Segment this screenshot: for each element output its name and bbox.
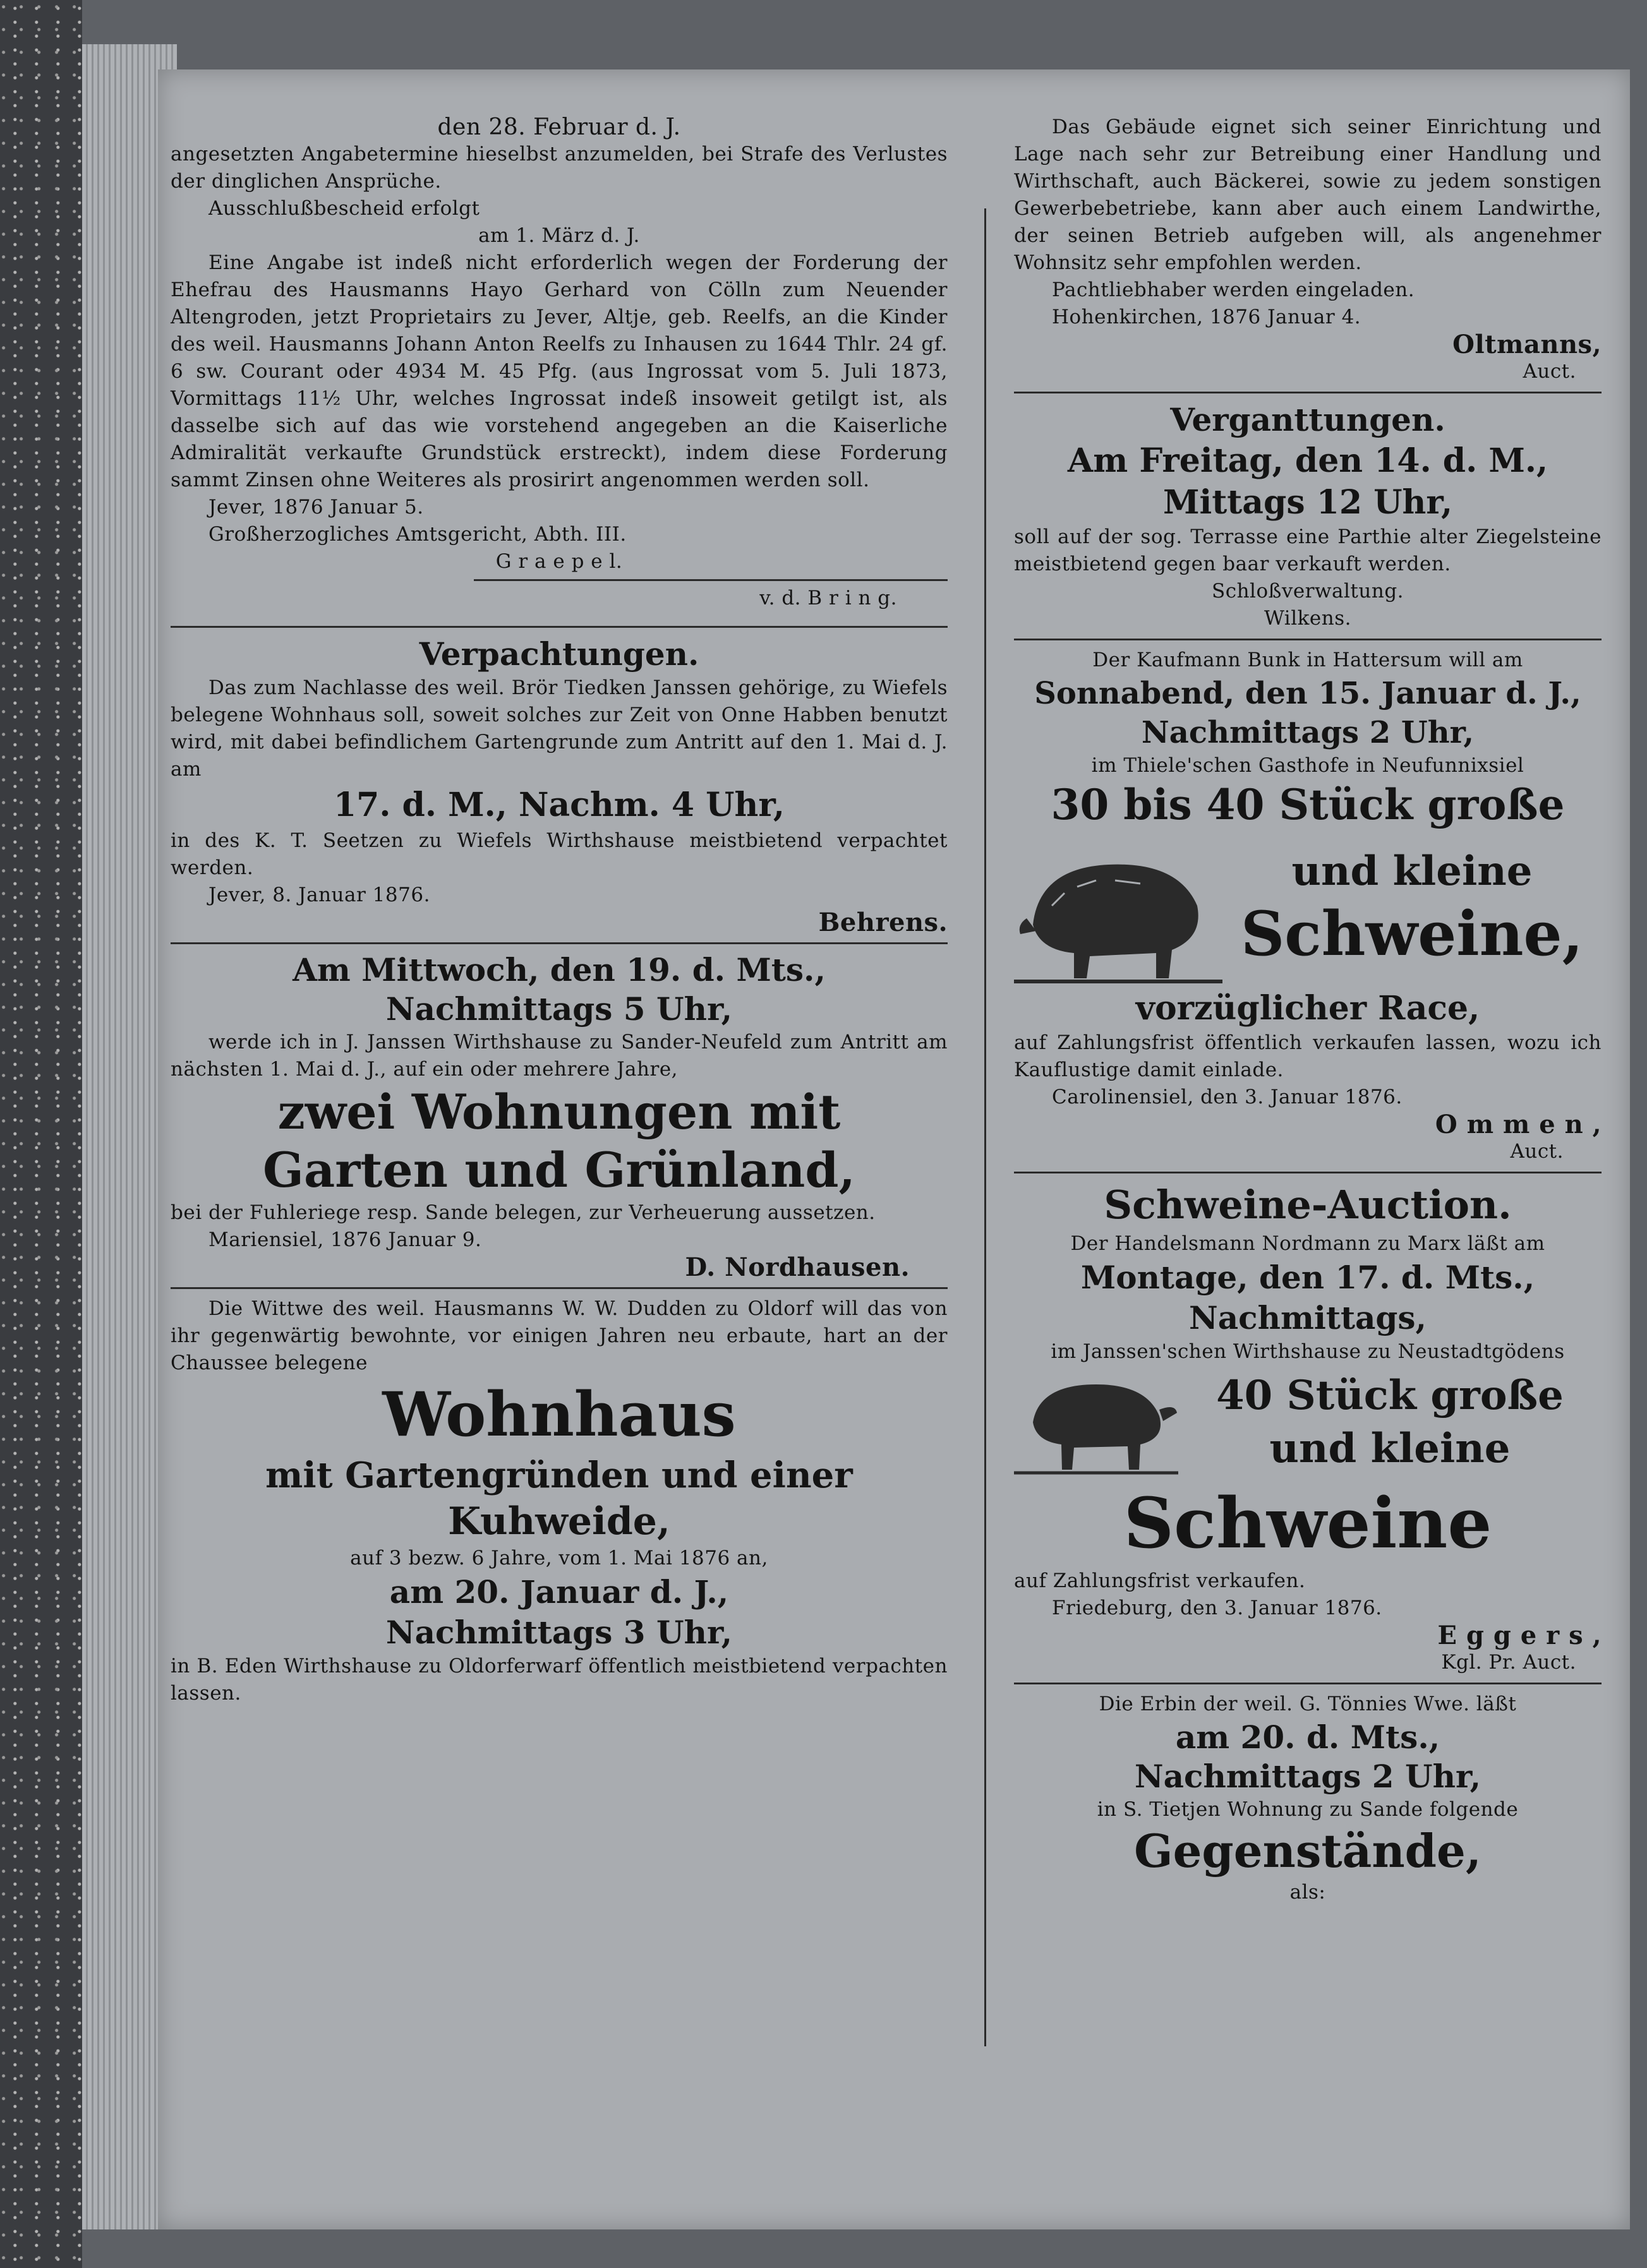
headline: vorzüglicher Race, xyxy=(1135,989,1480,1028)
notice-text: in S. Tietjen Wohnung zu Sande folgende xyxy=(1097,1798,1519,1821)
pig-illustration-row xyxy=(1014,830,1602,988)
auction-time: Nachmittags 3 Uhr, xyxy=(385,1614,733,1651)
notice-text: als: xyxy=(1289,1881,1326,1904)
signature: Oltmanns, xyxy=(1452,330,1602,359)
pig-icon xyxy=(1014,1365,1178,1479)
signature-title: Kgl. Pr. Auct. xyxy=(1441,1651,1576,1674)
deadline-date: den 28. Februar d. J. xyxy=(437,114,681,140)
notice-text: in des K. T. Seetzen zu Wiefels Wirthshause meistbietend verpachtet werden. xyxy=(171,829,948,879)
notice-text: Eine Angabe ist indeß nicht erforderlich wegen der Forderung der Ehefrau des Hausmanns Hayo Gerhard von Cölln zum Neuender Altengroden, jetzt Proprietairs zu Jever, Altje, geb. Reelfs, an die Kinder des weil. Hausmanns Johann Anton Reelfs zu Inhausen zu 1644 Thlr. 24 gf. 6 sw. Courant oder 4934 M. 45 Pfg. (aus Ingrossat vom 5. Juli 1873, Vormittags 11½ Uhr, welches Ingrossat indeß insoweit getilgt ist, als dasselbe sich auf das wie vorstehend angegeben an die Kaiserliche Admiralität verkaufte Grundstück erstreckt), indem diese Forderung sammt Zinsen ohne Weiteres als prosirirt angenommen werden soll. xyxy=(171,251,948,491)
place-date: Carolinensiel, den 3. Januar 1876. xyxy=(1052,1086,1403,1108)
divider xyxy=(171,942,948,944)
notice-text: Die Erbin der weil. G. Tönnies Wwe. läßt xyxy=(1099,1693,1517,1715)
notice-date: am 1. März d. J. xyxy=(478,224,640,247)
place-date: Jever, 8. Januar 1876. xyxy=(208,884,430,906)
signature: O m m e n , xyxy=(1435,1110,1602,1139)
auction-date: Am Mittwoch, den 19. d. Mts., xyxy=(293,951,826,988)
notice-text: Die Wittwe des weil. Hausmanns W. W. Dudden zu Oldorf will das von ihr gegenwärtig bewohnte, vor einigen Jahren neu erbaute, hart an der Chaussee belegene xyxy=(171,1297,948,1374)
notice-text: Das zum Nachlasse des weil. Brör Tiedken Janssen gehörige, zu Wiefels belegene Wohnhaus soll, soweit solches zur Zeit von Onne Habben benutzt wird, mit dabei befindlichem Gartengrunde zum Antritt auf den 1. Mai d. J. am xyxy=(171,676,948,781)
headline: 40 Stück große xyxy=(1216,1372,1564,1419)
auction-date: Montage, den 17. d. Mts., xyxy=(1080,1259,1535,1296)
signature-title: Auct. xyxy=(1523,360,1576,383)
notice-text: in B. Eden Wirthshause zu Oldorferwarf öffentlich meistbietend verpachten lassen. xyxy=(171,1655,948,1705)
auction-time: Nachmittags 2 Uhr, xyxy=(1141,715,1475,750)
section-heading: Verpachtungen. xyxy=(419,635,699,673)
column-divider xyxy=(984,208,986,2046)
headline: und kleine xyxy=(1291,848,1533,895)
notice-text: auf 3 bezw. 6 Jahre, vom 1. Mai 1876 an, xyxy=(350,1547,768,1569)
place-date: Hohenkirchen, 1876 Januar 4. xyxy=(1052,306,1361,328)
place-date: Friedeburg, den 3. Januar 1876. xyxy=(1052,1597,1382,1619)
auction-date: Am Freitag, den 14. d. M., xyxy=(1067,441,1548,480)
signature: D. Nordhausen. xyxy=(685,1252,910,1282)
headline: Schweine, xyxy=(1240,898,1584,969)
auction-time: Nachmittags 5 Uhr, xyxy=(385,990,733,1028)
signature: Behrens. xyxy=(818,908,948,937)
notice-text: bei der Fuhleriege resp. Sande belegen, zur Verheuerung aussetzen. xyxy=(171,1201,876,1224)
court-name: Großherzogliches Amtsgericht, Abth. III. xyxy=(208,523,627,546)
divider xyxy=(1014,639,1602,640)
notice-text: soll auf der sog. Terrasse eine Parthie alter Ziegelsteine meistbietend gegen baar verkauft werden. xyxy=(1014,525,1602,575)
notice-text: im Thiele'schen Gasthofe in Neufunnixsiel xyxy=(1091,754,1524,777)
headline: Schweine xyxy=(1123,1482,1492,1564)
left-column xyxy=(171,114,948,1707)
divider xyxy=(1014,1683,1602,1684)
divider xyxy=(1014,392,1602,393)
signature: Wilkens. xyxy=(1264,607,1351,630)
notice-text: auf Zahlungsfrist verkaufen. xyxy=(1014,1569,1306,1592)
headline: Garten und Grünland, xyxy=(263,1142,855,1198)
notice-text: Ausschlußbescheid erfolgt xyxy=(208,197,480,220)
divider xyxy=(171,626,948,628)
headline: Wohnhaus xyxy=(382,1379,736,1450)
notice-text: angesetzten Angabetermine hieselbst anzumelden, bei Strafe des Verlustes der dinglichen Ansprüche. xyxy=(171,143,948,193)
headline: 30 bis 40 Stück große xyxy=(1051,780,1565,829)
signature: v. d. B r i n g. xyxy=(759,587,897,609)
auction-date: 17. d. M., Nachm. 4 Uhr, xyxy=(333,786,785,824)
headline: zwei Wohnungen mit xyxy=(277,1084,841,1140)
signature-title: Auct. xyxy=(1510,1140,1564,1163)
book-spine xyxy=(0,0,82,2268)
notice-text: werde ich in J. Janssen Wirthshause zu Sander-Neufeld zum Antritt am nächsten 1. Mai d. J., auf ein oder mehrere Jahre, xyxy=(171,1031,948,1081)
pig-illustration-row xyxy=(1014,1365,1602,1479)
headline: und kleine xyxy=(1269,1425,1511,1472)
pig-icon xyxy=(1014,830,1222,988)
auction-date: am 20. d. Mts., xyxy=(1175,1719,1440,1756)
auction-time: Nachmittags, xyxy=(1189,1299,1427,1336)
auction-date: Sonnabend, den 15. Januar d. J., xyxy=(1034,676,1581,711)
place-date: Jever, 1876 Januar 5. xyxy=(208,496,424,519)
place-date: Mariensiel, 1876 Januar 9. xyxy=(208,1228,482,1251)
auction-time: Nachmittags 2 Uhr, xyxy=(1134,1758,1481,1795)
notice-text: Der Handelsmann Nordmann zu Marx läßt am xyxy=(1070,1232,1545,1255)
section-heading: Schweine-Auction. xyxy=(1104,1182,1512,1228)
signature: E g g e r s , xyxy=(1437,1621,1602,1650)
divider xyxy=(474,579,948,581)
notice-text: im Janssen'schen Wirthshause zu Neustadtgödens xyxy=(1051,1340,1565,1363)
auction-time: Mittags 12 Uhr, xyxy=(1162,483,1453,522)
divider xyxy=(1014,1172,1602,1173)
auction-date: am 20. Januar d. J., xyxy=(389,1573,729,1611)
headline: mit Gartengründen und einer xyxy=(265,1455,853,1496)
pig-text xyxy=(1178,1369,1602,1475)
pig-text xyxy=(1222,846,1602,971)
divider xyxy=(171,1287,948,1289)
right-column xyxy=(1014,114,1602,1906)
headline: Gegenstände, xyxy=(1134,1824,1481,1878)
notice-text: auf Zahlungsfrist öffentlich verkaufen lassen, wozu ich Kauflustige damit einlade. xyxy=(1014,1031,1602,1081)
notice-text: Der Kaufmann Bunk in Hattersum will am xyxy=(1092,649,1523,671)
signature: G r a e p e l. xyxy=(495,550,623,573)
notice-text: Das Gebäude eignet sich seiner Einrichtung und Lage nach sehr zur Betreibung einer Handlung und Wirthschaft, auch Bäckerei, sowie zu jedem sonstigen Gewerbebetriebe, kann aber auch einem Landwirthe, der seinen Betrieb aufgeben will, als angenehmer Wohnsitz sehr empfohlen werden. xyxy=(1014,116,1602,274)
section-heading: Verganttungen. xyxy=(1170,401,1445,438)
organization: Schloßverwaltung. xyxy=(1211,580,1404,603)
headline: Kuhweide, xyxy=(448,1499,670,1544)
notice-text: Pachtliebhaber werden eingeladen. xyxy=(1052,279,1415,301)
